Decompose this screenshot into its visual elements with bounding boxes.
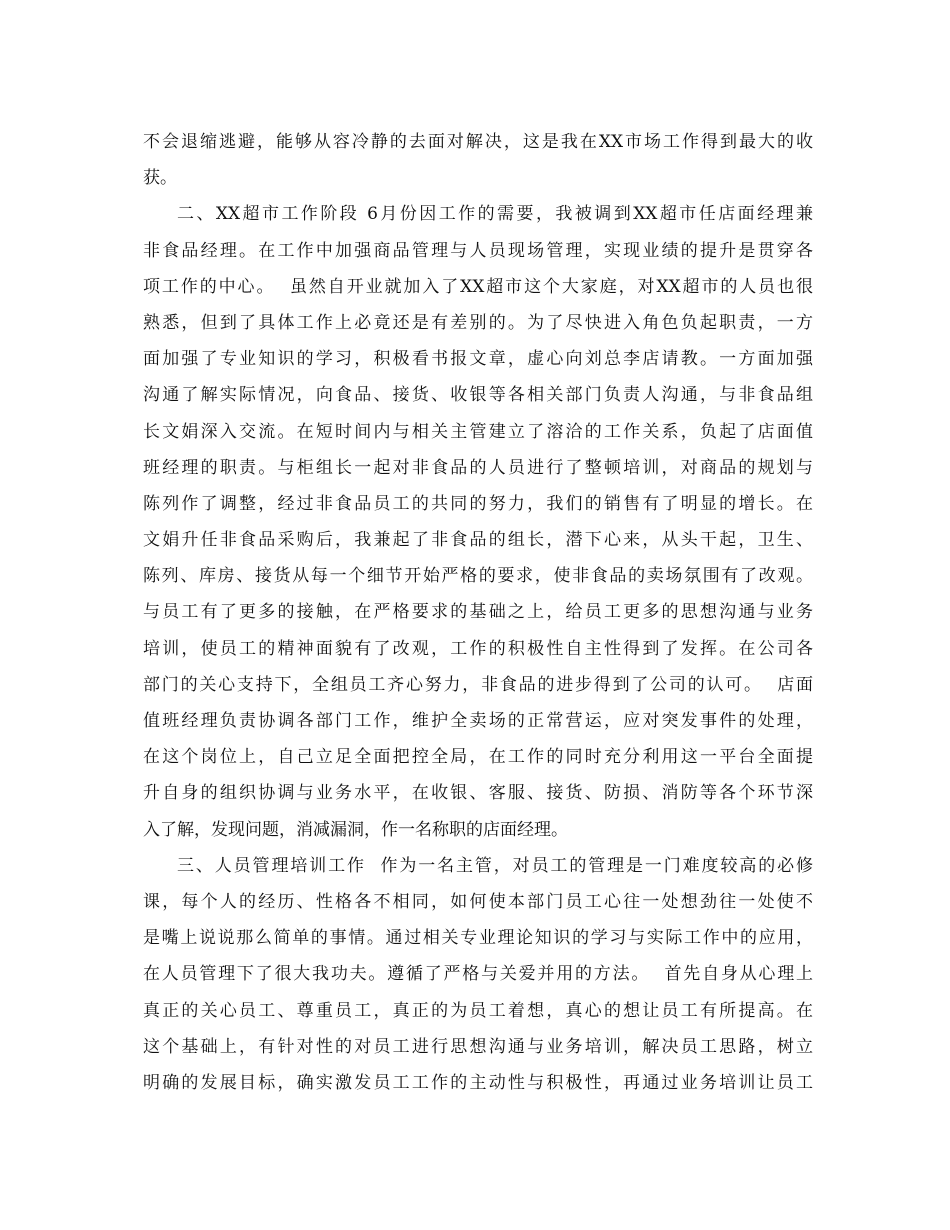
text-line: 面加强了专业知识的学习，积极看书报文章，虚心向刘总李店请教。一方面加强 <box>143 349 813 370</box>
text-line: 升自身的组织协调与业务水平，在收银、客服、接货、防损、消防等各个环节深 <box>143 783 813 804</box>
text-line: 值班经理负责协调各部门工作，维护全卖场的正常营运，应对突发事件的处理， <box>143 711 813 731</box>
text-line: 与员工有了更多的接触，在严格要求的基础之上，给员工更多的思想沟通与业务 <box>143 602 813 623</box>
text-line: 陈列作了调整，经过非食品员工的共同的努力，我们的销售有了明显的增长。在 <box>143 493 813 514</box>
text-line: 真正的关心员工、尊重员工，真正的为员工着想，真心的想让员工有所提高。在 <box>143 1000 813 1021</box>
document-body <box>143 124 813 1101</box>
text-line: 这个基础上，有针对性的对员工进行思想沟通与业务培训，解决员工思路，树立 <box>143 1036 813 1057</box>
text-line: 沟通了解实际情况，向食品、接货、收银等各相关部门负责人沟通，与非食品组 <box>143 385 813 406</box>
text-line: 非食品经理。在工作中加强商品管理与人员现场管理，实现业绩的提升是贯穿各 <box>143 240 813 261</box>
text-line: 三、人员管理培训工作 作为一名主管，对员工的管理是一门难度较高的必修 <box>177 855 813 876</box>
text-line: 熟悉，但到了具体工作上必竟还是有差别的。为了尽快进入角色负起职责，一方 <box>143 312 813 333</box>
text-line: 文娟升任非食品采购后，我兼起了非食品的组长，潜下心来，从头干起，卫生、 <box>143 530 813 551</box>
text-line: 获。 <box>143 168 177 189</box>
text-line: 是嘴上说说那么简单的事情。通过相关专业理论知识的学习与实际工作中的应用， <box>143 928 813 949</box>
text-line: 明确的发展目标，确实激发员工工作的主动性与积极性，再通过业务培训让员工 <box>143 1072 813 1093</box>
text-line: 班经理的职责。与柜组长一起对非食品的人员进行了整顿培训，对商品的规划与 <box>143 457 813 478</box>
text-line: 二、XX超市工作阶段 6月份因工作的需要，我被调到XX超市任店面经理兼 <box>177 204 813 225</box>
text-line: 不会退缩逃避，能够从容冷静的去面对解决，这是我在XX市场工作得到最大的收 <box>143 132 813 152</box>
text-line: 在这个岗位上，自己立足全面把控全局，在工作的同时充分利用这一平台全面提 <box>143 747 813 768</box>
text-line: 陈列、库房、接货从每一个细节开始严格的要求，使非食品的卖场氛围有了改观。 <box>143 566 813 587</box>
text-line: 培训，使员工的精神面貌有了改观，工作的积极性自主性得到了发挥。在公司各 <box>143 638 813 659</box>
text-line: 部门的关心支持下，全组员工齐心努力，非食品的进步得到了公司的认可。 店面 <box>143 674 813 695</box>
text-line: 长文娟深入交流。在短时间内与相关主管建立了溶洽的工作关系，负起了店面值 <box>143 421 813 442</box>
text-line: 入了解，发现问题，消减漏洞，作一名称职的店面经理。 <box>143 819 568 840</box>
text-line: 课，每个人的经历、性格各不相同，如何使本部门员工心往一处想劲往一处使不 <box>143 891 813 912</box>
text-line: 在人员管理下了很大我功夫。遵循了严格与关爱并用的方法。 首先自身从心理上 <box>143 964 813 985</box>
text-line: 项工作的中心。 虽然自开业就加入了XX超市这个大家庭，对XX超市的人员也很 <box>143 276 813 297</box>
